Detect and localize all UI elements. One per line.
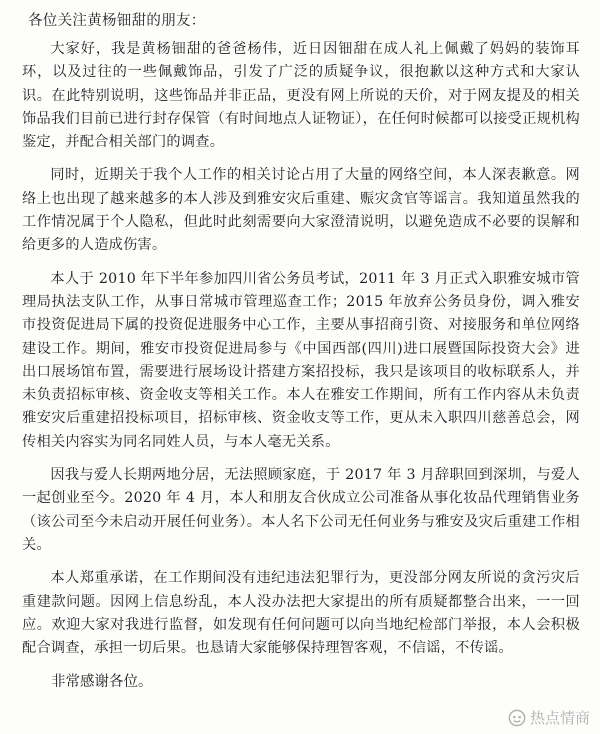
letter-paragraph-1: 大家好，我是黄杨钿甜的爸爸杨伟，近日因钿甜在成人礼上佩戴了妈妈的装饰耳环，以及过往的一些佩戴饰品，引发了广泛的质疑争议，很抱歉以这种方式和大家认识。在此特别说明，这些饰品并非正品，更没有网上所说的天价，对于网友提及的相关饰品我们目前已进行封存保管（有时间地点人证物证），在任何时候都可以接受正规机构鉴定，并配合相关部门的调查。 xyxy=(22,41,580,151)
letter-closing: 非常感谢各位。 xyxy=(51,674,153,691)
letter-paragraph-5: 本人郑重承诺，在工作期间没有违纪违法犯罪行为，更没部分网友所说的贪污灾后重建款问题。因网上信息纷乱，本人没办法把大家提出的所有质疑都整合出来，一一回应。欢迎大家对我进行监督，如发现有任何问题可以向当地纪检部门举报，本人会积极配合调查，承担一切后果。也恳请大家能够保持理智客观，不信谣，不传谣。 xyxy=(22,570,580,657)
watermark-logo-icon xyxy=(508,709,526,727)
watermark-text: 热点情商 xyxy=(529,709,590,727)
letter-paragraph-4: 因我与爱人长期两地分居，无法照顾家庭，于 2017 年 3 月辞职回到深圳，与爱人一起创业至今。2020 年 4 月，本人和朋友合伙成立公司准备从事化妆品代理销售业务（该公司至今未启动开展任何业务）。本人名下公司无任何业务与雅安及灾后重建工作相关。 xyxy=(22,467,580,553)
letter-greeting: 各位关注黄杨钿甜的朋友： xyxy=(28,13,206,29)
letter-paragraph-2: 同时，近期关于我个人工作的相关讨论占用了大量的网络空间，本人深表歉意。网络上也出现了越来越多的本人涉及到雅安灾后重建、赈灾贪官等谣言。我知道虽然我的工作情况属于个人隐私，但此时此刻需要向大家澄清说明，以避免造成不必要的误解和给更多的人造成伤害。 xyxy=(22,167,580,254)
letter-paragraph-3: 本人于 2010 年下半年参加四川省公务员考试，2011 年 3 月正式入职雅安城市管理局执法支队工作，从事日常城市管理巡查工作；2015 年放弃公务员身份，调入雅安市投资促进局下属的投资促进服务中心工作，主要从事招商引资、对接服务和单位网络建设工作。期间，雅安市投资促进局参与《中国西部(四川)进口展暨国际投资大会》进出口展场馆布置，需要进行展场设计搭建方案招投标，我只是该项目的收标联系人，并未负责招标审核、资金收支等相关工作。本人在雅安工作期间，所有工作内容从未负责雅安灾后重建招投标项目，招标审核、资金收支等工作，更从未入职四川慈善总会，网传相关内容实为同名同姓人员，与本人毫无关系。 xyxy=(22,270,580,450)
watermark xyxy=(508,707,590,728)
